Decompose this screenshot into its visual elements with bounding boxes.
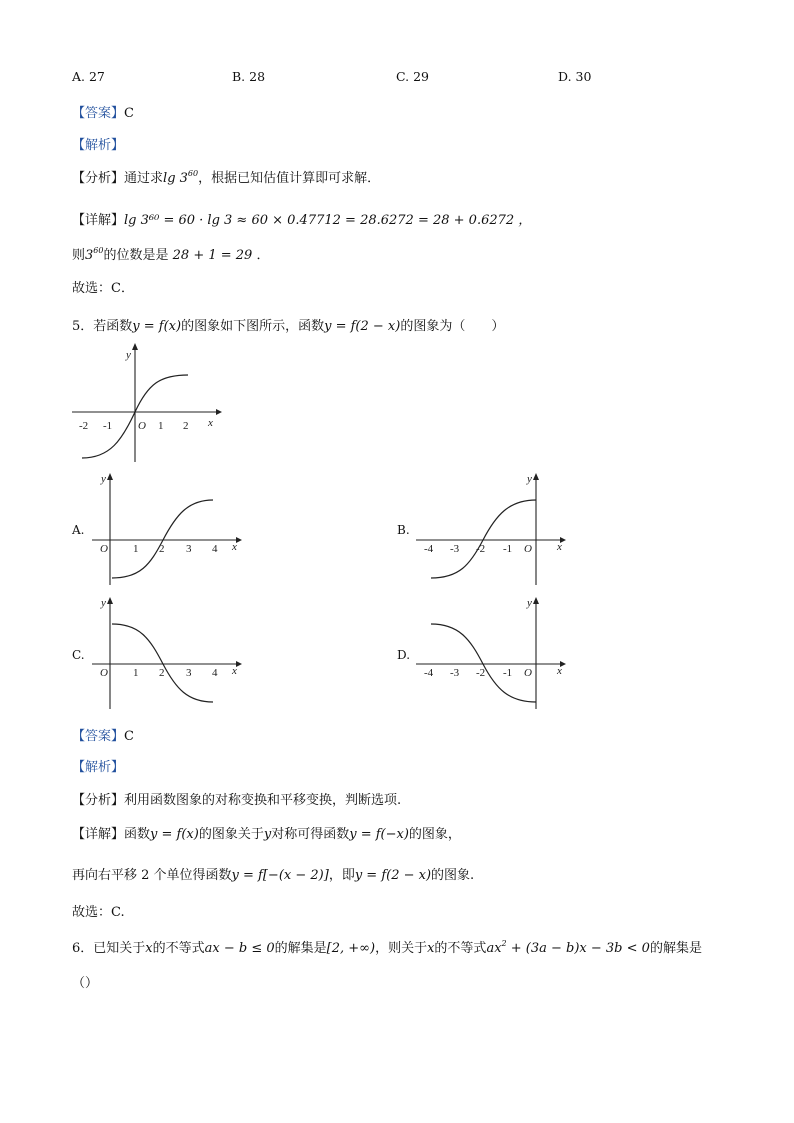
q4-ze <box>72 244 269 263</box>
graph-option-b <box>414 470 574 588</box>
tick-label: -2 <box>476 543 486 555</box>
q5-answer <box>72 725 134 744</box>
tick-label: 2 <box>183 420 189 432</box>
x-axis-label: x <box>557 541 562 553</box>
tick-label: -2 <box>79 420 89 432</box>
ze-text-d: ． <box>256 248 270 263</box>
shift-text-b: ，即 <box>328 868 355 883</box>
q5-shift <box>72 864 474 883</box>
q6-inequality-2: $ax^2 + (3a - b)x - 3b < 0$ <box>486 939 650 956</box>
shift-text-a: 再向右平移 2 个单位得函数 <box>72 868 232 883</box>
stem-func-1: y = f(x) <box>132 319 182 334</box>
xj-text-c: 对称可得函数 <box>271 827 350 842</box>
tick-label: -1 <box>103 420 113 432</box>
stem-func-2: y = f(2 − x) <box>324 319 401 334</box>
tick-label: -2 <box>476 667 486 679</box>
q4-fenxi <box>72 167 380 186</box>
answer-tag: 【答案】 <box>72 106 125 121</box>
tick-label: -1 <box>503 667 513 679</box>
xj-axis: y <box>263 827 272 842</box>
graph-main <box>70 340 230 465</box>
stem-text-b: 的图象如下图所示，函数 <box>181 319 325 334</box>
option-d: D. 30 <box>558 69 592 84</box>
tick-label: -4 <box>424 667 434 679</box>
q6-stem <box>72 937 702 956</box>
graph-option-a <box>90 470 250 588</box>
ze-power: $3^{60}$ <box>85 246 104 263</box>
y-axis-label: y <box>527 597 532 609</box>
graph-option-d <box>414 594 574 712</box>
ze-text-a: 则 <box>72 248 86 263</box>
option-b: B. 28 <box>232 69 266 84</box>
answer-tag: 【答案】 <box>72 729 125 744</box>
fenxi-text: 利用函数图象的对称变换和平移变换，判断选项. <box>124 793 402 808</box>
shift-func-2: y = f(2 − x) <box>354 868 432 883</box>
option-label-a: A. <box>72 523 85 537</box>
option-label-d: D. <box>397 648 411 662</box>
tick-label: 2 <box>159 543 165 555</box>
ze-expr: 28 + 1 = 29 <box>172 248 253 263</box>
q6-ineq2-a: ax <box>486 941 502 956</box>
graph-option-c <box>90 594 250 712</box>
origin-label: O <box>524 667 532 679</box>
fenxi-tag: 【分析】 <box>72 793 125 808</box>
q5-fenxi <box>72 789 401 808</box>
tick-label: -4 <box>424 543 434 555</box>
xj-text-d: 的图象， <box>408 827 461 842</box>
xj-text-b: 的图象关于 <box>198 827 264 842</box>
shift-func-1: y = f[−(x − 2)] <box>231 868 329 883</box>
xiangjie-expr: lg 3⁶⁰ = 60 · lg 3 ≈ 60 × 0.47712 = 28.6272 = 28 + 0.6272 ， <box>124 213 532 228</box>
origin-label: O <box>138 420 146 432</box>
answer-value: C <box>124 106 134 121</box>
fenxi-text-b: ，根据已知估值计算即可求解． <box>198 171 381 186</box>
q5-stem <box>72 315 504 334</box>
option-a: A. 27 <box>72 69 105 84</box>
q5-jiexi: 【解析】 <box>72 760 125 775</box>
stem-text-c: 的图象为（ ） <box>400 319 505 334</box>
q5-guxuan: 故选：C. <box>72 905 125 920</box>
fenxi-math: $\lg 3^{60}$ <box>163 169 199 186</box>
x-axis-label: x <box>557 665 562 677</box>
tick-label: -3 <box>450 543 460 555</box>
answer-value: C <box>124 729 134 744</box>
ze-text-b: 的位数是是 <box>103 248 169 263</box>
q6-solution-set: [2, +∞) <box>326 941 376 956</box>
q6-text-e: 的不等式 <box>434 941 487 956</box>
fenxi-text-a: 通过求 <box>124 171 164 186</box>
q6-text-a: 6．已知关于 <box>72 941 146 956</box>
q4-jiexi: 【解析】 <box>72 138 125 153</box>
y-axis-label: y <box>101 597 106 609</box>
xiangjie-tag: 【详解】 <box>72 827 125 842</box>
tick-label: 1 <box>133 543 139 555</box>
stem-text-a: 5．若函数 <box>72 319 133 334</box>
q6-paren: （） <box>72 976 99 991</box>
q6-var-1: x <box>145 941 153 956</box>
y-axis-label: y <box>101 473 106 485</box>
xj-text-a: 函数 <box>124 827 151 842</box>
x-axis-label: x <box>232 665 237 677</box>
option-c: C. 29 <box>396 69 429 84</box>
q4-guxuan: 故选：C． <box>72 281 134 296</box>
xiangjie-tag: 【详解】 <box>72 213 125 228</box>
q6-ineq2-b: + (3a − b)x − 3b < 0 <box>506 941 650 956</box>
q6-text-b: 的不等式 <box>152 941 205 956</box>
origin-label: O <box>100 543 108 555</box>
shift-text-c: 的图象. <box>431 868 475 883</box>
tick-label: 1 <box>133 667 139 679</box>
xj-func-1: y = f(x) <box>150 827 199 842</box>
tick-label: -3 <box>450 667 460 679</box>
origin-label: O <box>100 667 108 679</box>
fenxi-tag: 【分析】 <box>72 171 125 186</box>
tick-label: 2 <box>159 667 165 679</box>
tick-label: 1 <box>158 420 164 432</box>
tick-label: 3 <box>186 667 192 679</box>
origin-label: O <box>524 543 532 555</box>
y-axis-label: y <box>527 473 532 485</box>
q4-xiangjie <box>72 209 531 228</box>
q6-text-f: 的解集是 <box>649 941 702 956</box>
y-axis-label: y <box>126 349 131 361</box>
q6-text-d: ，则关于 <box>375 941 428 956</box>
option-label-b: B. <box>397 523 410 537</box>
tick-label: 4 <box>212 667 218 679</box>
q6-text-c: 的解集是 <box>274 941 327 956</box>
xj-func-2: y = f(−x) <box>349 827 409 842</box>
option-label-c: C. <box>72 648 85 662</box>
tick-label: 4 <box>212 543 218 555</box>
q6-inequality-1: ax − b ≤ 0 <box>204 941 275 956</box>
tick-label: 3 <box>186 543 192 555</box>
q5-xiangjie <box>72 823 461 842</box>
x-axis-label: x <box>232 541 237 553</box>
tick-label: -1 <box>503 543 513 555</box>
x-axis-label: x <box>208 417 213 429</box>
q4-answer <box>72 102 134 121</box>
q6-var-2: x <box>427 941 435 956</box>
